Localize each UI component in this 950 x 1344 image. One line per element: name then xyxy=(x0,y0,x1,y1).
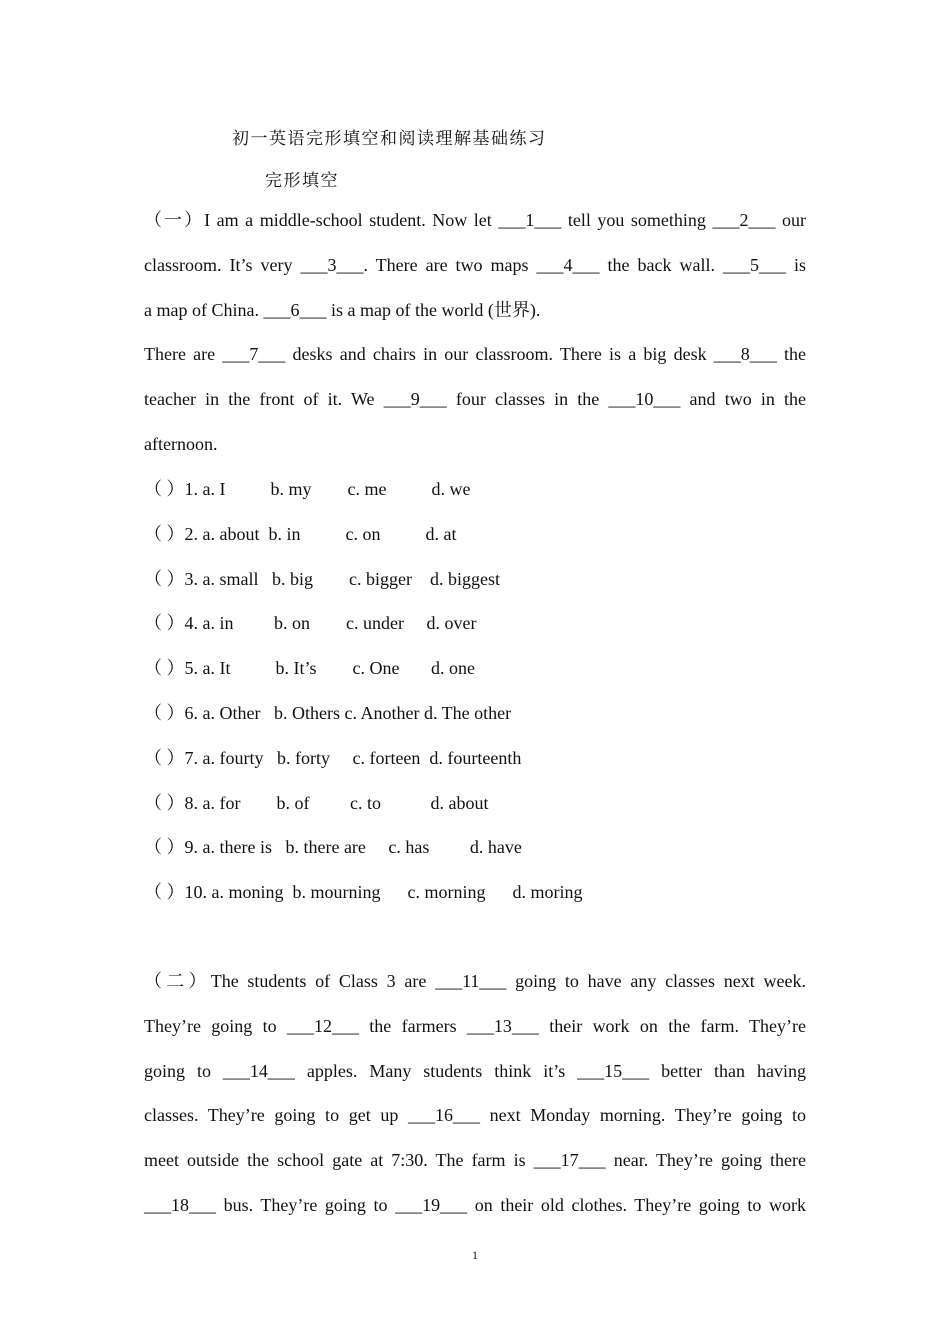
question-item: （ ）6. a. Other b. Others c. Another d. The other xyxy=(144,702,512,723)
passage-2-line: ___18___ bus. They’re going to ___19___ on their old clothes. They’re going to work xyxy=(144,1194,806,1215)
cloze-passage-1 xyxy=(144,198,806,467)
question-item: （ ）5. a. It b. It’s c. One d. one xyxy=(144,658,475,679)
cloze-passage-2 xyxy=(144,959,806,1228)
question-item: （ ）9. a. there is b. there are c. has d. have xyxy=(144,837,522,858)
page-number: 1 xyxy=(472,1248,478,1262)
question-item: （ ）2. a. about b. in c. on d. at xyxy=(144,523,457,544)
question-item: （ ）10. a. moning b. mourning c. morning d. moring xyxy=(144,882,583,903)
question-item: （ ）7. a. fourty b. forty c. forteen d. fourteenth xyxy=(144,747,522,768)
question-list xyxy=(144,467,806,915)
section-heading-cloze: 完形填空 xyxy=(265,171,339,190)
question-item: （ ）3. a. small b. big c. bigger d. biggest xyxy=(144,568,500,589)
passage-1-line: afternoon. xyxy=(144,433,218,454)
question-item: （ ）8. a. for b. of c. to d. about xyxy=(144,792,489,813)
passage-2-line: classes. They’re going to get up ___16___ next Monday morning. They’re going to xyxy=(144,1105,806,1126)
passage-1-line: （一）I am a middle-school student. Now let ___1___ tell you something ___2___ our xyxy=(144,210,806,230)
passage-2-line: going to ___14___ apples. Many students think it’s ___15___ better than having xyxy=(144,1060,806,1081)
question-item: （ ）1. a. I b. my c. me d. we xyxy=(144,479,471,499)
passage-2-line: meet outside the school gate at 7:30. The farm is ___17___ near. They’re going there xyxy=(144,1150,806,1171)
question-item: （ ）4. a. in b. on c. under d. over xyxy=(144,613,477,634)
passage-1-line: teacher in the front of it. We ___9___ four classes in the ___10___ and two in the xyxy=(144,389,806,410)
passage-1-line: a map of China. ___6___ is a map of the world (世界). xyxy=(144,299,541,320)
passage-1-line: There are ___7___ desks and chairs in our classroom. There is a big desk ___8___ the xyxy=(144,344,806,365)
document-title: 初一英语完形填空和阅读理解基础练习 xyxy=(232,129,547,148)
passage-1-line: classroom. It’s very ___3___. There are two maps ___4___ the back wall. ___5___ is xyxy=(144,254,806,275)
passage-2-line: They’re going to ___12___ the farmers ___13___ their work on the farm. They’re xyxy=(144,1015,806,1036)
passage-2-line: （二）The students of Class 3 are ___11___ going to have any classes next week. xyxy=(144,971,806,991)
